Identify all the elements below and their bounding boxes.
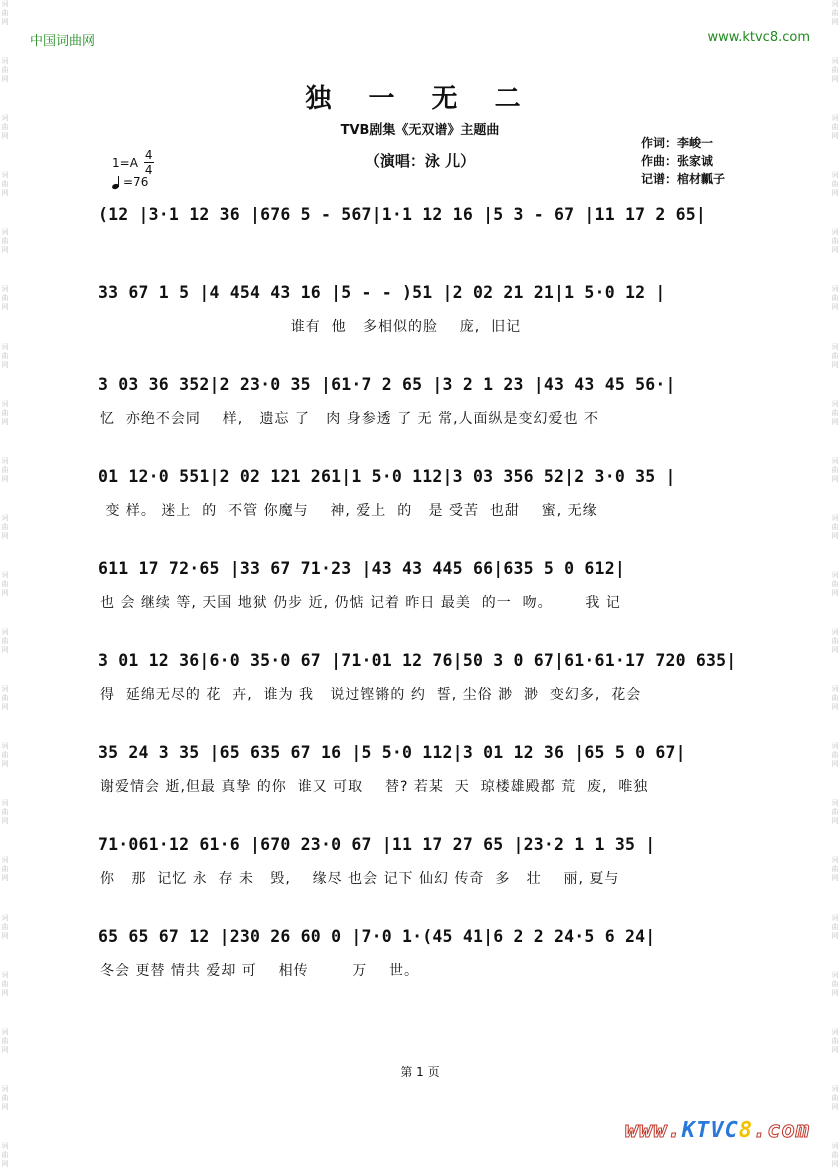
left-watermark-strip [0, 0, 10, 1169]
side-watermark-text: 词 曲 网 [1, 228, 9, 255]
lyric-row-3: 忆 亦绝不会同 样, 遗忘 了 肉 身参透 了 无 常,人面纵是变幻爱也 不 [100, 411, 600, 427]
lyric-row-4: 变 样。 迷上 的 不管 你魔与 神, 爱上 的 是 受苦 也甜 蜜, 无缘 [100, 503, 598, 519]
side-watermark-text: 词 曲 网 [1, 285, 9, 312]
lyric-row-9: 冬会 更替 情共 爱却 可 相传 万 世。 [100, 963, 420, 979]
side-watermark-text: 词 曲 网 [1, 742, 9, 769]
side-watermark-text: 词 曲 网 [831, 114, 839, 141]
song-title: 独 一 无 二 [305, 84, 535, 114]
right-watermark-strip [830, 0, 840, 1169]
side-watermark-text: 词 曲 网 [1, 856, 9, 883]
side-watermark-text: 词 曲 网 [831, 913, 839, 940]
notation-row-1: (12 |3·1 12 36 |676 5 - 567|1·1 12 16 |5 3 - 67 |11 17 2 65| [98, 205, 707, 224]
side-watermark-text: 词 曲 网 [1, 456, 9, 483]
lyric-row-6: 得 延绵无尽的 花 卉, 谁为 我 说过铿锵的 约 誓, 尘俗 渺 渺 变幻多, 花会 [100, 687, 642, 703]
side-watermark-text: 词 曲 网 [1, 0, 9, 26]
time-signature [144, 148, 154, 177]
lyric-row-8: 你 那 记忆 永 存 未 毁, 缘尽 也会 记下 仙幻 传奇 多 壮 丽, 夏与 [100, 871, 620, 887]
site-name-left[interactable]: 中国词曲网 [30, 34, 96, 49]
side-watermark-text: 词 曲 网 [831, 171, 839, 198]
side-watermark-text: 词 曲 网 [831, 1027, 839, 1054]
side-watermark-text: 词 曲 网 [1, 970, 9, 997]
page-number: 第 1 页 [400, 1065, 440, 1079]
side-watermark-text: 词 曲 网 [1, 1141, 9, 1168]
side-watermark-text: 词 曲 网 [831, 742, 839, 769]
time-top: 4 [144, 148, 153, 162]
side-watermark-text: 词 曲 网 [831, 513, 839, 540]
logo-com: .com [753, 1118, 810, 1143]
key-label: 1=A [112, 155, 138, 170]
transcriber: 记谱：棺材瓤子 [641, 172, 726, 186]
side-watermark-text: 词 曲 网 [831, 228, 839, 255]
quarter-note-icon [112, 176, 121, 189]
notation-row-7: 35 24 3 35 |65 635 67 16 |5 5·0 112|3 01 12 36 |65 5 0 67| [98, 743, 686, 762]
side-watermark-text: 词 曲 网 [831, 856, 839, 883]
side-watermark-text: 词 曲 网 [1, 913, 9, 940]
side-watermark-text: 词 曲 网 [1, 114, 9, 141]
time-bottom: 4 [144, 163, 153, 177]
side-watermark-text: 词 曲 网 [1, 685, 9, 712]
side-watermark-text: 词 曲 网 [831, 342, 839, 369]
side-watermark-text: 词 曲 网 [831, 285, 839, 312]
side-watermark-text: 词 曲 网 [1, 570, 9, 597]
lyric-row-7: 谢爱情会 逝,但最 真挚 的你 谁又 可取 替? 若某 天 琼楼雄殿都 荒 废, 唯独 [100, 779, 649, 795]
notation-row-2: 33 67 1 5 |4 454 43 16 |5 - - )51 |2 02 21 21|1 5·0 12 | [98, 283, 666, 302]
side-watermark-text: 词 曲 网 [1, 171, 9, 198]
song-subtitle: TVB剧集《无双谱》主题曲 [340, 123, 500, 138]
notation-row-8: 71·061·12 61·6 |670 23·0 67 |11 17 27 65 |23·2 1 1 35 | [98, 835, 656, 854]
lyric-row-5: 也 会 继续 等, 天国 地狱 仍步 近, 仍惦 记着 昨日 最美 的一 吻。 我 记 [100, 595, 621, 611]
side-watermark-text: 词 曲 网 [1, 57, 9, 84]
side-watermark-text: 词 曲 网 [1, 799, 9, 826]
logo-eight: 8 [738, 1118, 754, 1143]
lyricist: 作词：李峻一 [641, 136, 714, 150]
side-watermark-text: 词 曲 网 [1, 628, 9, 655]
key-signature [112, 148, 154, 177]
notation-row-4: 01 12·0 551|2 02 121 261|1 5·0 112|3 03 356 52|2 3·0 35 | [98, 467, 676, 486]
side-watermark-text: 词 曲 网 [831, 57, 839, 84]
side-watermark-text: 词 曲 网 [831, 628, 839, 655]
side-watermark-text: 词 曲 网 [831, 570, 839, 597]
tempo-marking [112, 175, 148, 189]
side-watermark-text: 词 曲 网 [1, 342, 9, 369]
lyric-row-2: 谁有 他 多相似的脸 庞, 旧记 [100, 319, 522, 335]
side-watermark-text: 词 曲 网 [1, 399, 9, 426]
ktvc8-logo[interactable] [625, 1118, 810, 1143]
singer-line: （演唱：泳 儿） [364, 152, 476, 170]
notation-row-5: 611 17 72·65 |33 67 71·23 |43 43 445 66|635 5 0 612| [98, 559, 625, 578]
side-watermark-text: 词 曲 网 [831, 1084, 839, 1111]
composer: 作曲：张家诚 [641, 154, 714, 168]
credits [641, 134, 725, 188]
notation-row-6: 3 01 12 36|6·0 35·0 67 |71·01 12 76|50 3 0 67|61·61·17 720 635| [98, 651, 737, 670]
logo-www: www. [624, 1118, 682, 1143]
side-watermark-text: 词 曲 网 [831, 970, 839, 997]
side-watermark-text: 词 曲 网 [831, 456, 839, 483]
side-watermark-text: 词 曲 网 [1, 513, 9, 540]
side-watermark-text: 词 曲 网 [831, 0, 839, 26]
side-watermark-text: 词 曲 网 [831, 399, 839, 426]
side-watermark-text: 词 曲 网 [831, 799, 839, 826]
side-watermark-text: 词 曲 网 [831, 685, 839, 712]
side-watermark-text: 词 曲 网 [1, 1084, 9, 1111]
side-watermark-text: 词 曲 网 [1, 1027, 9, 1054]
site-url-right[interactable]: www.ktvc8.com [707, 30, 810, 45]
notation-row-3: 3 03 36 352|2 23·0 35 |61·7 2 65 |3 2 1 23 |43 43 45 56·| [98, 375, 676, 394]
tempo-value: =76 [123, 175, 149, 189]
side-watermark-text: 词 曲 网 [831, 1141, 839, 1168]
logo-ktvc: KTVC [681, 1118, 739, 1143]
notation-row-9: 65 65 67 12 |230 26 60 0 |7·0 1·(45 41|6 2 2 24·5 6 24| [98, 927, 656, 946]
